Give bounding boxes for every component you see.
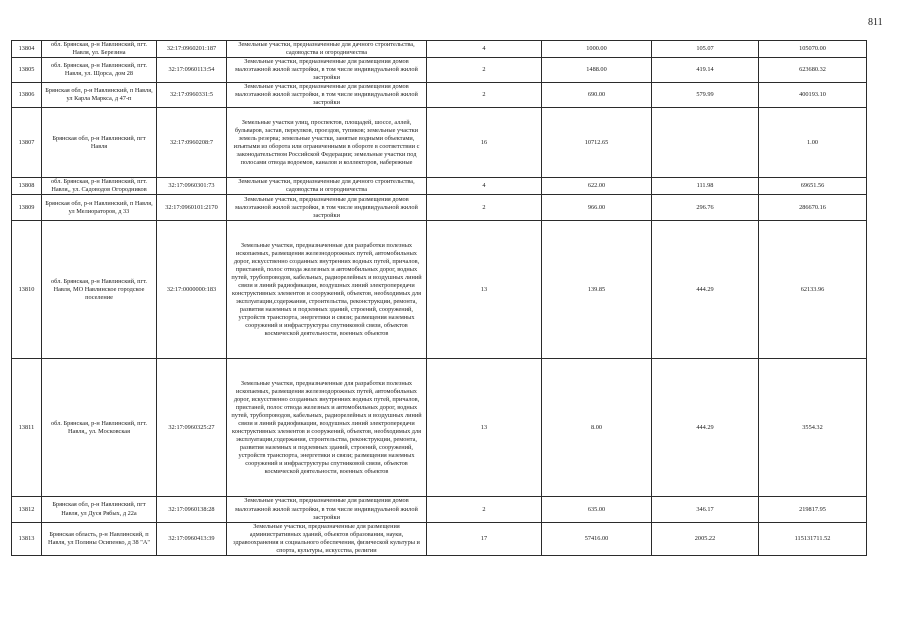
row-address: Брянская область, р-н Навлинский, п Навля, ул Полины Осипенко, д 38 "А" [42, 522, 157, 555]
row-address: Брянская обл, р-н Навлинский, пгт Навля, ул Дуся Рябых, д 22а [42, 497, 157, 522]
row-land-use: Земельные участки, предназначенные для размещения административных зданий, объектов образования, науки, здравоохранения и социального обеспечения, физической культуры и спорта, культуры, искусства, религии [227, 522, 427, 555]
page-number: 811 [868, 17, 883, 28]
row-number: 13808 [12, 178, 42, 195]
row-specific-value: 105.07 [652, 41, 759, 58]
row-address: обл. Брянская, р-н Навлинский, пгт. Навля, ул. Березина [42, 41, 157, 58]
table-row [12, 58, 867, 83]
row-group: 16 [427, 108, 542, 178]
row-cadastral-value: 69651.56 [759, 178, 867, 195]
row-land-use: Земельные участки, предназначенные для разработки полезных ископаемых, размещения железнодорожных путей, автомобильных дорог, искусственно созданных внутренних водных путей, причалов, пристаней, полос отвода железных и автомобильных дорог, водных путей, трубопроводов, кабельных, радиорелейных и воздушных линий связи и линий радиофикации, воздушных линий электропередачи конструктивных элементов и сооружений, объектов, необходимых для эксплуатации,содержания, строительства, реконструкции, ремонта, развития наземных и подземных зданий, строений, сооружений, устройств транспорта, энергетики и связи; размещения наземных сооружений и инфраструктуры спутниковой связи, объектов космической деятельности, военных объектов [227, 221, 427, 359]
row-area: 139.85 [542, 221, 652, 359]
row-cadastral-number: 32:17:0960138:28 [157, 497, 227, 522]
row-cadastral-value: 623680.32 [759, 58, 867, 83]
row-cadastral-number: 32:17:0960331:5 [157, 83, 227, 108]
row-land-use: Земельные участки улиц, проспектов, площадей, шоссе, аллей, бульваров, застав, переулков, проездов, тупиков; земельные участки земель резерва; земельные участки, занятые водными объектами, изъятыми из оборота или ограниченными в обороте в соответствии с законодательством Российской Федерации; земельные участки под полосами отвода водоемов, каналов и коллекторов, набережные [227, 108, 427, 178]
row-specific-value: 444.29 [652, 221, 759, 359]
row-cadastral-value: 286670.16 [759, 195, 867, 221]
row-address: Брянская обл, р-н Навлинский, п Навля, ул Мелиораторов, д 33 [42, 195, 157, 221]
row-cadastral-number: 32:17:0960325:27 [157, 359, 227, 497]
row-cadastral-value: 62133.96 [759, 221, 867, 359]
row-cadastral-value: 1.00 [759, 108, 867, 178]
row-area: 690.00 [542, 83, 652, 108]
row-number: 13813 [12, 522, 42, 555]
row-group: 2 [427, 58, 542, 83]
row-cadastral-value: 115131711.52 [759, 522, 867, 555]
table-row [12, 41, 867, 58]
row-group: 13 [427, 359, 542, 497]
row-group: 4 [427, 41, 542, 58]
row-cadastral-value: 3554.32 [759, 359, 867, 497]
row-specific-value: 419.14 [652, 58, 759, 83]
row-specific-value: 111.98 [652, 178, 759, 195]
table-row [12, 497, 867, 522]
row-land-use: Земельные участки, предназначенные для размещения домов малоэтажной жилой застройки, в том числе индивидуальной жилой застройки [227, 83, 427, 108]
row-land-use: Земельные участки, предназначенные для размещения домов малоэтажной жилой застройки, в том числе индивидуальной жилой застройки [227, 195, 427, 221]
row-number: 13805 [12, 58, 42, 83]
table-row [12, 221, 867, 359]
row-specific-value: 346.17 [652, 497, 759, 522]
row-number: 13811 [12, 359, 42, 497]
table-row [12, 195, 867, 221]
row-address: обл. Брянская, р-н Навлинский, пгт. Навля, МО Навлинское городское поселение [42, 221, 157, 359]
row-address: Брянская обл, р-н Навлинский, п Навля, ул Карла Маркса, д 47-п [42, 83, 157, 108]
row-number: 13806 [12, 83, 42, 108]
row-land-use: Земельные участки, предназначенные для размещения домов малоэтажной жилой застройки, в том числе индивидуальной жилой застройки [227, 497, 427, 522]
table-row [12, 108, 867, 178]
table-row [12, 178, 867, 195]
row-land-use: Земельные участки, предназначенные для разработки полезных ископаемых, размещения железнодорожных путей, автомобильных дорог, искусственно созданных внутренних водных путей, причалов, пристаней, полос отвода железных и автомобильных дорог, водных путей, трубопроводов, кабельных, радиорелейных и воздушных линий связи и линий радиофикации, воздушных линий электропередачи конструктивных элементов и сооружений, объектов, необходимых для эксплуатации,содержания, строительства, реконструкции, ремонта, развития наземных и подземных зданий, строений, сооружений, устройств транспорта, энергетики и связи; размещения наземных сооружений и инфраструктуры спутниковой связи, объектов космической деятельности, военных объектов [227, 359, 427, 497]
row-cadastral-value: 219817.95 [759, 497, 867, 522]
row-group: 2 [427, 83, 542, 108]
row-group: 2 [427, 497, 542, 522]
row-number: 13810 [12, 221, 42, 359]
row-cadastral-number: 32:17:0960301:73 [157, 178, 227, 195]
row-area: 966.00 [542, 195, 652, 221]
row-number: 13812 [12, 497, 42, 522]
row-land-use: Земельные участки, предназначенные для размещения домов малоэтажной жилой застройки, в том числе индивидуальной жилой застройки [227, 58, 427, 83]
table-row [12, 83, 867, 108]
row-address: Брянская обл, р-н Навлинский, пгт Навля [42, 108, 157, 178]
row-address: обл. Брянская, р-н Навлинский, пгт. Навля,, ул. Садоводов Огородников [42, 178, 157, 195]
row-area: 8.00 [542, 359, 652, 497]
row-group: 4 [427, 178, 542, 195]
row-area: 1000.00 [542, 41, 652, 58]
row-specific-value: 296.76 [652, 195, 759, 221]
row-cadastral-number: 32:17:0960201:187 [157, 41, 227, 58]
row-area: 635.00 [542, 497, 652, 522]
row-cadastral-number: 32:17:0960113:54 [157, 58, 227, 83]
row-number: 13809 [12, 195, 42, 221]
row-cadastral-number: 32:17:0000000:183 [157, 221, 227, 359]
row-specific-value: 579.99 [652, 83, 759, 108]
row-cadastral-value: 105070.00 [759, 41, 867, 58]
row-area: 57416.00 [542, 522, 652, 555]
row-area: 1488.00 [542, 58, 652, 83]
row-address: обл. Брянская, р-н Навлинский, пгт. Навля, ул. Щорса, дом 28 [42, 58, 157, 83]
row-group: 13 [427, 221, 542, 359]
row-area: 10712.65 [542, 108, 652, 178]
row-area: 622.00 [542, 178, 652, 195]
row-cadastral-number: 32:17:0960101:2170 [157, 195, 227, 221]
row-specific-value: 444.29 [652, 359, 759, 497]
table-row [12, 359, 867, 497]
cadastral-value-table [11, 40, 867, 556]
row-number: 13804 [12, 41, 42, 58]
row-group: 17 [427, 522, 542, 555]
row-address: обл. Брянская, р-н Навлинский, пгт. Навля,, ул. Московская [42, 359, 157, 497]
row-group: 2 [427, 195, 542, 221]
row-land-use: Земельные участки, предназначенные для дачного строительства, садоводства и огородничества [227, 41, 427, 58]
table-row [12, 522, 867, 555]
row-cadastral-value: 400193.10 [759, 83, 867, 108]
row-specific-value [652, 108, 759, 178]
row-specific-value: 2005.22 [652, 522, 759, 555]
row-cadastral-number: 32:17:0960208:7 [157, 108, 227, 178]
row-land-use: Земельные участки, предназначенные для дачного строительства, садоводства и огородничества [227, 178, 427, 195]
row-number: 13807 [12, 108, 42, 178]
row-cadastral-number: 32:17:0960413:39 [157, 522, 227, 555]
